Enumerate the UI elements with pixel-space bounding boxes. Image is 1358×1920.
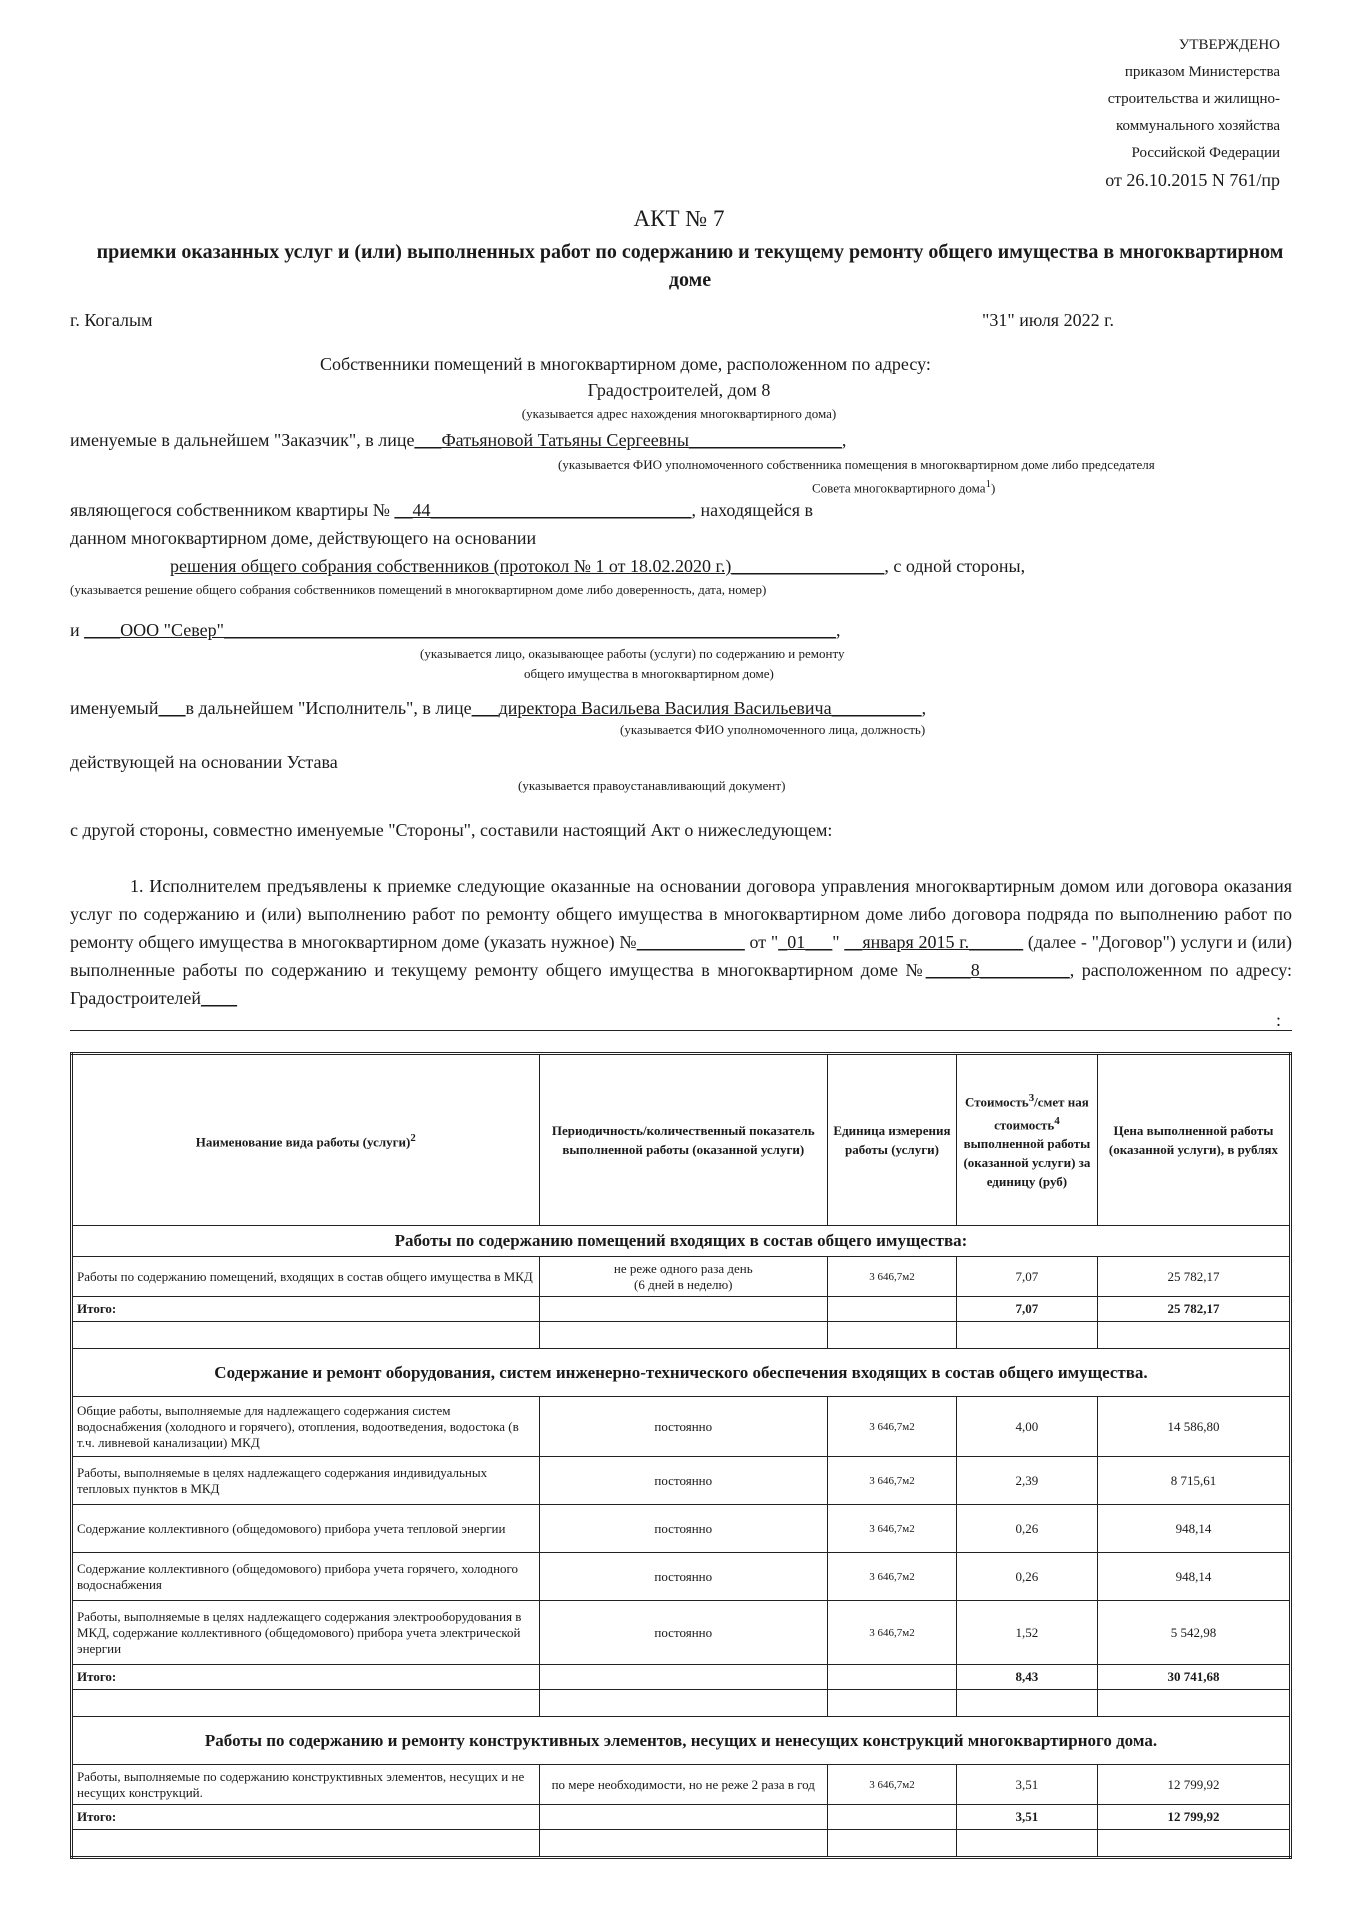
work-cost: 0,26 <box>956 1553 1097 1601</box>
section-title: Работы по содержанию и ремонту конструктивных элементов, несущих и ненесущих конструкций многоквартирного дома. <box>72 1717 1291 1765</box>
work-price: 25 782,17 <box>1097 1257 1290 1297</box>
empty-cell <box>828 1830 957 1858</box>
contract-month: января 2015 г. <box>862 932 970 952</box>
empty-row <box>72 1690 1291 1717</box>
apartment-number-field: __44_____________________________ <box>394 500 692 520</box>
work-name: Работы, выполняемые в целях надлежащего содержания индивидуальных тепловых пунктов в МКД <box>72 1457 540 1505</box>
empty-cell <box>828 1665 957 1690</box>
p1-text-a: 1. Исполнителем предъявлены к приемке следующие оказанные на основании договора управления многоквартирным домом или договора оказания услуг по содержанию и (или) выполнению работ по ремонту общего имущества в многоквартирном доме либо договора подряда по выполнению работ по ремонту общего имущества в многоквартирном доме (указать нужное) № <box>70 876 1292 952</box>
work-period: постоянно <box>539 1505 828 1553</box>
work-unit: 3 646,7м2 <box>828 1553 957 1601</box>
contractor-basis-hint: (указывается правоустанавливающий документ) <box>518 778 786 793</box>
act-date: "31" июля 2022 г. <box>982 310 1114 330</box>
contractor-name-field: ____ООО "Север"____________________________________________________________________ <box>84 620 836 640</box>
table-row <box>72 1553 1291 1601</box>
table-header-row <box>72 1054 1291 1226</box>
work-name: Работы по содержанию помещений, входящих в состав общего имущества в МКД <box>72 1257 540 1297</box>
basis-hint: (указывается решение общего собрания собственников помещений в многоквартирном доме либо доверенность, дата, номер) <box>70 582 767 597</box>
work-name: Содержание коллективного (общедомового) прибора учета горячего, холодного водоснабжения <box>72 1553 540 1601</box>
contractor-hint-2: общего имущества в многоквартирном доме) <box>524 666 774 681</box>
apartment-prefix: являющегося собственником квартиры № <box>70 500 390 520</box>
footnote-mark: 1 <box>985 478 991 490</box>
customer-prefix: именуемые в дальнейшем "Заказчик", в лице <box>70 430 415 450</box>
empty-cell <box>828 1322 957 1349</box>
house-number: 8 <box>970 960 980 980</box>
paragraph-1 <box>70 872 1292 1012</box>
work-cost: 0,26 <box>956 1505 1097 1553</box>
work-name: Работы, выполняемые в целях надлежащего содержания электрооборудования в МКД, содержание коллективного (общедомового) прибора учета электрической энергии <box>72 1601 540 1665</box>
contractor-name: ООО "Север" <box>120 620 224 640</box>
work-unit: 3 646,7м2 <box>828 1457 957 1505</box>
work-cost: 2,39 <box>956 1457 1097 1505</box>
contractor-line-prefix: именуемый <box>70 698 159 718</box>
contractor-line-mid: в дальнейшем "Исполнитель", в лице <box>185 698 472 718</box>
work-unit: 3 646,7м2 <box>828 1601 957 1665</box>
work-period: постоянно <box>539 1397 828 1457</box>
contractor-basis: действующей на основании Устава <box>70 752 338 772</box>
work-period: постоянно <box>539 1457 828 1505</box>
address-underline <box>70 1030 1292 1031</box>
work-period: по мере необходимости, но не реже 2 раза в год <box>539 1765 828 1805</box>
empty-cell <box>1097 1830 1290 1858</box>
total-row <box>72 1665 1291 1690</box>
address-fill: ____ <box>201 988 238 1008</box>
basis-value: решения общего собрания собственников (протокол № 1 от 18.02.2020 г.) <box>170 556 732 576</box>
total-price: 12 799,92 <box>1097 1805 1290 1830</box>
work-period: постоянно <box>539 1601 828 1665</box>
work-name: Содержание коллективного (общедомового) прибора учета тепловой энергии <box>72 1505 540 1553</box>
section-title-row <box>72 1226 1291 1257</box>
empty-cell <box>539 1297 828 1322</box>
approval-line: Российской Федерации <box>1131 145 1280 161</box>
work-price: 8 715,61 <box>1097 1457 1290 1505</box>
empty-cell <box>828 1297 957 1322</box>
header-cost-a: Стоимость <box>965 1094 1029 1110</box>
work-period: не реже одного раза день (6 дней в неделю) <box>539 1257 828 1297</box>
header-cost-b: /смет ная стоимость <box>994 1094 1089 1132</box>
table-row <box>72 1257 1291 1297</box>
total-price: 30 741,68 <box>1097 1665 1290 1690</box>
total-cost: 7,07 <box>956 1297 1097 1322</box>
empty-cell <box>72 1690 540 1717</box>
total-label: Итого: <box>72 1805 540 1830</box>
total-label: Итого: <box>72 1665 540 1690</box>
empty-cell <box>828 1690 957 1717</box>
apartment-line <box>70 500 813 521</box>
work-unit: 3 646,7м2 <box>828 1257 957 1297</box>
total-cost: 3,51 <box>956 1805 1097 1830</box>
work-cost: 7,07 <box>956 1257 1097 1297</box>
empty-cell <box>539 1690 828 1717</box>
contractor-person: директора Васильева Василия Васильевича <box>498 698 832 718</box>
header-name <box>72 1054 540 1226</box>
contract-number-field: ____________ <box>636 932 745 952</box>
empty-cell <box>956 1690 1097 1717</box>
contractor-hint-1: (указывается лицо, оказывающее работы (услуги) по содержанию и ремонту <box>420 646 845 661</box>
empty-cell <box>956 1322 1097 1349</box>
empty-row <box>72 1830 1291 1858</box>
header-period: Периодичность/количественный показатель выполненной работы (оказанной услуги) <box>539 1054 828 1226</box>
p1-text-e: , расположенном по адресу: Градостроителей <box>70 960 1292 1008</box>
section-title-row <box>72 1349 1291 1397</box>
address-hint: (указывается адрес нахождения многоквартирного дома) <box>521 406 837 421</box>
customer-hint-2-end: ) <box>991 480 996 496</box>
approval-stamp <box>1105 32 1280 194</box>
customer-hint-2 <box>812 478 995 496</box>
house-address: Градостроителей, дом 8 <box>587 380 771 400</box>
work-price: 948,14 <box>1097 1553 1290 1601</box>
p1-text-d: (далее - "Договор") услуги и (или) выполненные работы по содержанию и текущему ремонту общего имущества в многоквартирном доме № <box>70 932 1292 980</box>
parties-line: с другой стороны, совместно именуемые "Стороны", составили настоящий Акт о нижеследующем: <box>70 820 833 840</box>
work-price: 12 799,92 <box>1097 1765 1290 1805</box>
owners-intro: Собственники помещений в многоквартирном доме, расположенном по адресу: <box>320 354 931 374</box>
works-table <box>70 1052 1292 1859</box>
empty-cell <box>539 1830 828 1858</box>
empty-cell <box>539 1322 828 1349</box>
act-title: приемки оказанных услуг и (или) выполненных работ по содержанию и текущему ремонту общего имущества в многоквартирном доме <box>96 241 1284 291</box>
table-row <box>72 1397 1291 1457</box>
approval-line: от 26.10.2015 N 761/пр <box>1105 170 1280 190</box>
place: г. Когалым <box>70 310 153 330</box>
empty-cell <box>539 1665 828 1690</box>
empty-row <box>72 1322 1291 1349</box>
contractor-line: и ____ООО "Север"____________________________________________________________________, <box>70 620 841 640</box>
apartment-suffix: , находящейся в <box>691 500 814 520</box>
work-cost: 4,00 <box>956 1397 1097 1457</box>
approval-line: УТВЕРЖДЕНО <box>1178 37 1280 53</box>
customer-hint-2-text: Совета многоквартирного дома <box>812 480 986 496</box>
work-period: постоянно <box>539 1553 828 1601</box>
work-price: 5 542,98 <box>1097 1601 1290 1665</box>
header-cost <box>956 1054 1097 1226</box>
work-name: Общие работы, выполняемые для надлежащего содержания систем водоснабжения (холодного и горячего), отопления, водоотведения, водостока (в т.ч. ливневой канализации) МКД <box>72 1397 540 1457</box>
apartment-number: 44 <box>412 500 431 520</box>
empty-cell <box>539 1805 828 1830</box>
empty-cell <box>1097 1690 1290 1717</box>
contractor-prefix: и <box>70 620 80 640</box>
contractor-person-field: ___директора Васильева Василия Васильевича__________ <box>471 698 922 718</box>
work-price: 14 586,80 <box>1097 1397 1290 1457</box>
customer-name-field: ___Фатьяновой Татьяны Сергеевны_________________ <box>414 430 842 450</box>
footnote-mark: 4 <box>1054 1114 1060 1127</box>
contractor-person-hint: (указывается ФИО уполномоченного лица, должность) <box>620 722 926 737</box>
address-colon: : <box>1276 1010 1282 1030</box>
total-row <box>72 1805 1291 1830</box>
work-name: Работы, выполняемые по содержанию конструктивных элементов, несущих и не несущих конструкций. <box>72 1765 540 1805</box>
approval-line: приказом Министерства <box>1124 64 1280 80</box>
empty-cell <box>1097 1322 1290 1349</box>
contract-day-field: _01___ <box>778 932 833 952</box>
approval-line: коммунального хозяйства <box>1116 118 1280 134</box>
contractor-person-line: именуемый___в дальнейшем "Исполнитель", в лице___директора Васильева Василия Васильевича__________, <box>70 698 927 718</box>
table-row <box>72 1601 1291 1665</box>
total-price: 25 782,17 <box>1097 1297 1290 1322</box>
section-title: Содержание и ремонт оборудования, систем инженерно-технического обеспечения входящих в состав общего имущества. <box>72 1349 1291 1397</box>
table-row <box>72 1457 1291 1505</box>
customer-hint-1: (указывается ФИО уполномоченного собственника помещения в многоквартирном доме либо председателя <box>558 457 1155 472</box>
header-unit: Единица измерения работы (услуги) <box>828 1054 957 1226</box>
empty-cell <box>72 1830 540 1858</box>
basis-fill: _________________ <box>731 556 885 576</box>
empty-cell <box>956 1830 1097 1858</box>
p1-text-c: " <box>832 932 845 952</box>
footnote-mark: 2 <box>410 1131 416 1144</box>
work-unit: 3 646,7м2 <box>828 1765 957 1805</box>
table-row <box>72 1765 1291 1805</box>
approval-line: строительства и жилищно- <box>1107 91 1280 107</box>
basis-line <box>170 556 1025 577</box>
empty-cell <box>828 1805 957 1830</box>
empty-cell <box>72 1322 540 1349</box>
act-number: АКТ № 7 <box>633 206 725 231</box>
customer-line: именуемые в дальнейшем "Заказчик", в лице___Фатьяновой Татьяны Сергеевны_________________, <box>70 430 847 450</box>
p1-text-b: от " <box>744 932 779 952</box>
contract-month-field: __января 2015 г.______ <box>844 932 1024 952</box>
table-row <box>72 1505 1291 1553</box>
work-unit: 3 646,7м2 <box>828 1505 957 1553</box>
contract-day: 01 <box>787 932 806 952</box>
contractor-blank: ___ <box>158 698 186 718</box>
house-number-field: _____8__________ <box>925 960 1070 980</box>
header-name-text: Наименование вида работы (услуги) <box>195 1134 411 1150</box>
section-title-row <box>72 1717 1291 1765</box>
total-label: Итого: <box>72 1297 540 1322</box>
basis-intro: данном многоквартирном доме, действующего на основании <box>70 528 537 548</box>
basis-suffix: , с одной стороны, <box>884 556 1026 576</box>
section-title: Работы по содержанию помещений входящих в состав общего имущества: <box>72 1226 1291 1257</box>
footnote-mark: 3 <box>1028 1092 1035 1105</box>
work-price: 948,14 <box>1097 1505 1290 1553</box>
header-price: Цена выполненной работы (оказанной услуги), в рублях <box>1097 1054 1290 1226</box>
work-unit: 3 646,7м2 <box>828 1397 957 1457</box>
customer-name: Фатьяновой Татьяны Сергеевны <box>441 430 689 450</box>
total-cost: 8,43 <box>956 1665 1097 1690</box>
work-cost: 3,51 <box>956 1765 1097 1805</box>
total-row <box>72 1297 1291 1322</box>
header-cost-c: выполненной работы (оказанной услуги) за единицу (руб) <box>963 1135 1091 1189</box>
work-cost: 1,52 <box>956 1601 1097 1665</box>
